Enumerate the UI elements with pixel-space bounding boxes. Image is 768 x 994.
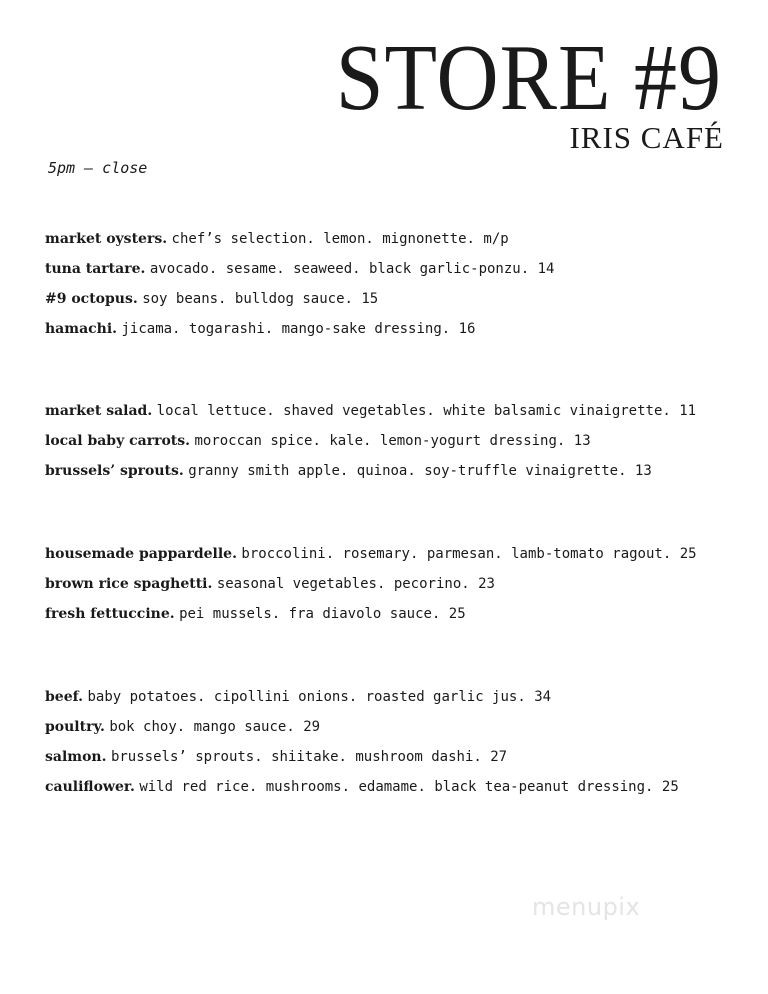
menu-item [45,289,554,319]
menu-item-description: broccolini. rosemary. parmesan. lamb-tomato ragout. 25 [241,546,697,562]
menu-item-description: chef’s selection. lemon. mignonette. m/p [171,231,509,247]
menu-item [45,604,697,634]
menu-item [45,777,679,807]
menupix-watermark: menupix [532,893,641,921]
menu-item-name: poultry. [45,719,105,735]
menu-item [45,717,679,747]
menu-item-description: granny smith apple. quinoa. soy-truffle vinaigrette. 13 [188,463,652,479]
menu-item [45,687,679,717]
menu-item-description: jicama. togarashi. mango-sake dressing. 16 [121,321,476,337]
menu-item [45,229,554,259]
menu-item-description: soy beans. bulldog sauce. 15 [142,291,379,307]
menu-item-description: seasonal vegetables. pecorino. 23 [216,576,495,592]
menu-item-name: market salad. [45,403,153,419]
menu-item-description: local lettuce. shaved vegetables. white balsamic vinaigrette. 11 [156,403,697,419]
menu-item [45,319,554,349]
menu-item-description: brussels’ sprouts. shiitake. mushroom dashi. 27 [110,749,508,765]
menu-section-salads [45,401,696,491]
menu-item-name: #9 octopus. [45,291,138,307]
menu-item-name: fresh fettuccine. [45,606,175,622]
menu-item-description: moroccan spice. kale. lemon-yogurt dressing. 13 [194,433,591,449]
menu-item-name: local baby carrots. [45,433,191,449]
menu-item-name: salmon. [45,749,107,765]
menu-item-description: bok choy. mango sauce. 29 [109,719,321,735]
menu-item-name: cauliflower. [45,779,135,795]
service-hours: 5pm – close [48,159,148,177]
menu-item-description: pei mussels. fra diavolo sauce. 25 [179,606,466,622]
menu-item-name: tuna tartare. [45,261,146,277]
menu-item-name: brown rice spaghetti. [45,576,213,592]
menu-item-name: housemade pappardelle. [45,546,237,562]
menu-item [45,401,696,431]
menu-item-name: brussels’ sprouts. [45,463,184,479]
menu-item-description: avocado. sesame. seaweed. black garlic-ponzu. 14 [149,261,555,277]
menu-section-pasta [45,544,697,634]
menu-item [45,747,679,777]
menu-item-name: hamachi. [45,321,118,337]
menu-item [45,461,696,491]
store-title: STORE #9 [335,24,722,131]
menu-section-mains [45,687,679,807]
menu-section-starters [45,229,554,349]
store-subtitle: IRIS CAFÉ [569,120,724,155]
menu-item [45,431,696,461]
menu-item-name: beef. [45,689,84,705]
menu-item-name: market oysters. [45,231,168,247]
menu-item-description: baby potatoes. cipollini onions. roasted garlic jus. 34 [87,689,552,705]
menu-item [45,574,697,604]
menu-item [45,544,697,574]
menu-item-description: wild red rice. mushrooms. edamame. black tea-peanut dressing. 25 [139,779,679,795]
menu-item [45,259,554,289]
